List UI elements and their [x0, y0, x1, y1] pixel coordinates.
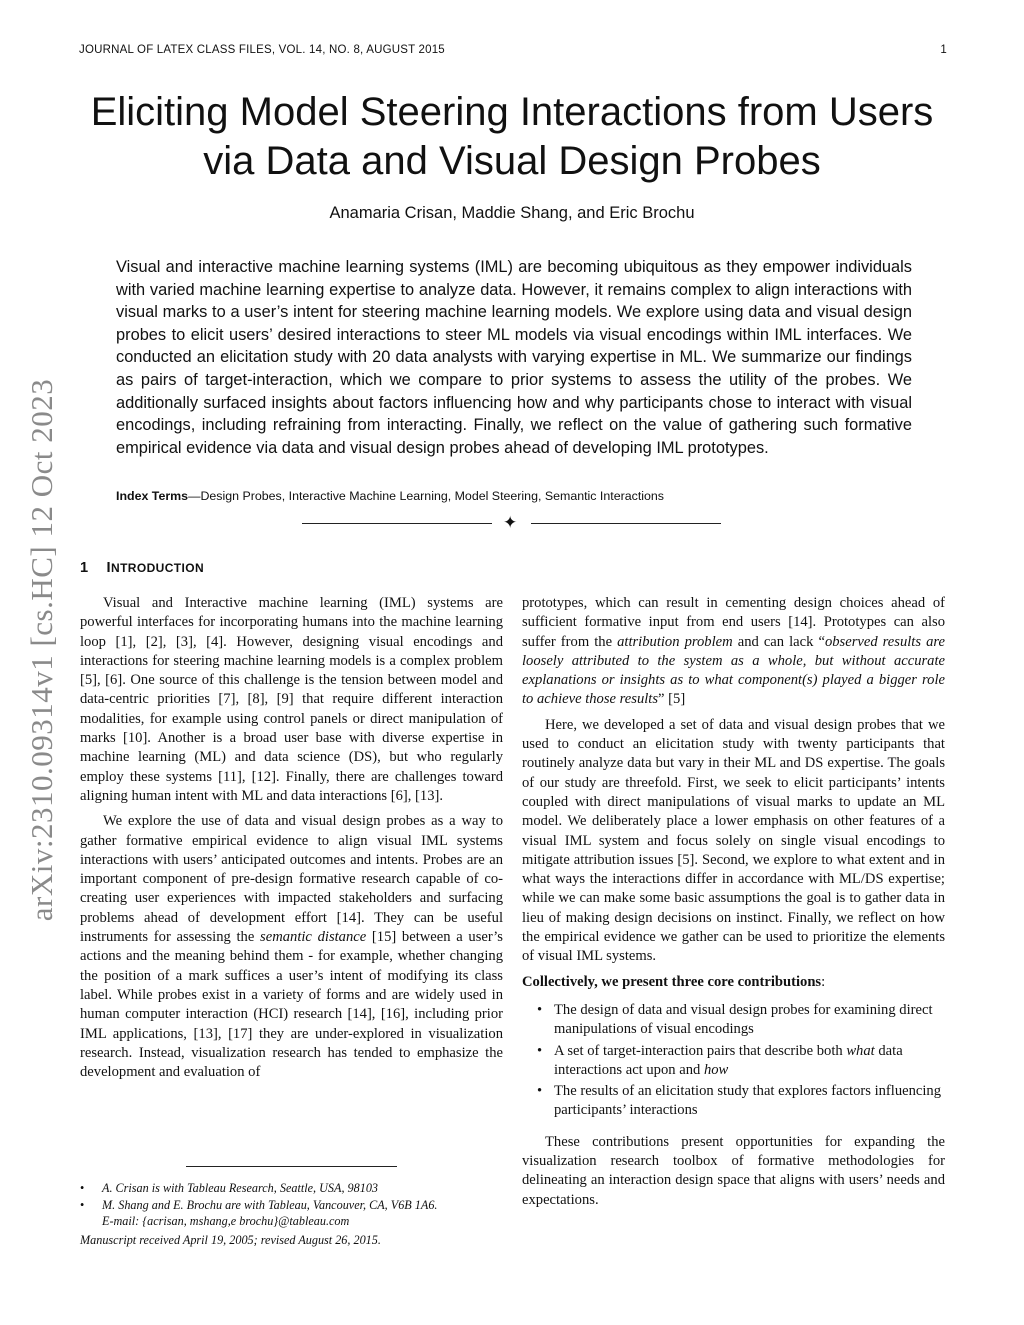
separator-rule-right	[531, 523, 721, 524]
semantic-distance-term: semantic distance	[260, 929, 367, 946]
intro-paragraph-1: Visual and Interactive machine learning (IML) systems are powerful interfaces for incorporating humans into the machine learning loop [1], [2], [3], [4]. However, designing visual encodings and interactions for steering machine learning models is a complex problem [5], [6]. One source of this challenge is the tension between model and data-centric priorities [7], [8], [9] that require different interaction modalities, for example using control panels or direct manipulation of marks [10]. Another is a broad user base with diverse expertise in machine learning (ML) and data science (DS), but who regularly employ these systems [11], [12]. Finally, there are challenges toward aligning human intent with ML and data interactions [6], [13].	[80, 595, 503, 804]
contribution-item: • The design of data and visual design probes for examining direct manipulations of visual encodings	[554, 1001, 945, 1040]
running-header	[79, 44, 947, 62]
journal-name: JOURNAL OF LATEX CLASS FILES, VOL. 14, NO. 8, AUGUST 2015	[79, 44, 445, 56]
author-list: Anamaria Crisan, Maddie Shang, and Eric Brochu	[329, 204, 695, 222]
contribution-item: • A set of target-interaction pairs that describe both what data interactions act upon and how	[554, 1042, 945, 1081]
footnote-email: E-mail: {acrisan, mshang,e brochu}@tableau.com	[102, 1214, 350, 1229]
page-number: 1	[940, 44, 947, 56]
contribution-item: • The results of an elicitation study that explores factors influencing participants’ interactions	[554, 1082, 945, 1121]
section-title-rest: NTRODUCTION	[111, 561, 205, 575]
separator-rule-left	[302, 523, 492, 524]
manuscript-note: Manuscript received April 19, 2005; revised August 26, 2015.	[80, 1233, 381, 1247]
left-column	[80, 594, 503, 1082]
section-title-initial: I	[106, 560, 111, 576]
intro-paragraph-3: prototypes, which can result in cementing design choices ahead of sufficient formative input from end users [14]. Prototypes can also suffer from the attribution problem and can lack “observed results are loosely attributed to the system as a whole, but without accurate explanations or insights as to what component(s) played a bigger role to achieve those results” [5]	[522, 595, 945, 708]
intro-paragraph-4: Here, we developed a set of data and visual design probes that we used to conduct an elicitation study with twenty participants that routinely analyze data but vary in their ML and DS expertise. The goals of our study are threefold. First, we seek to elicit participants’ intents coupled with direct manipulations of visual marks to update an ML model. We deliberately place a lower emphasis on other features of a visual IML system and focus solely on single visual encodings to mitigate attribution issues [5]. Second, we explore to what extent and in what ways the interactions differ in accordance with ML/DS expertise; while we can make some basic assumptions the goal is to gather data in lieu of making design decisions on instinct. Finally, we reflect on how the empirical evidence we gather can be used to prioritize the elements of visual IML systems.	[522, 716, 945, 965]
section-heading	[80, 560, 204, 576]
section-number: 1	[80, 560, 89, 576]
index-terms-label: Index Terms	[116, 489, 189, 503]
contributions-lead: Collectively, we present three core contributions:	[522, 973, 826, 990]
diamond-ornament-icon: ✦	[503, 513, 518, 532]
paper-title: Eliciting Model Steering Interactions from Users via Data and Visual Design Probes	[90, 90, 934, 183]
index-terms-text: —Design Probes, Interactive Machine Learning, Model Steering, Semantic Interactions	[188, 489, 664, 503]
index-terms	[116, 489, 912, 503]
intro-paragraph-2: We explore the use of data and visual design probes as a way to gather formative empirical evidence to align visual IML systems interactions with users’ anticipated outcomes and intents. Probes are an important component of pre-design formative research capable of co-creating user experiences with impacted stakeholders and surfacing problems ahead of development effort [14]. They can be useful instruments for assessing the semantic distance [15] between a user’s actions and the meaning behind them - for example, whether changing the position of a mark suffices a user’s intent of modifying its class label. While probes exist in a variety of forms and are widely used in human computer interaction (HCI) research [14], [16], including prior IML applications, [13], [17] they are under-explored in visualization research. Instead, visualization research has tended to emphasize the development and evaluation of	[80, 813, 503, 1081]
intro-paragraph-5: These contributions present opportunities for expanding the visualization research toolbox of formative methodologies for delineating an interaction design space that aligns with users’ needs and expectations.	[522, 1133, 945, 1208]
footnote-rule	[186, 1166, 397, 1167]
footnotes	[80, 1180, 503, 1230]
arxiv-identifier: arXiv:2310.09314v1 [cs.HC] 12 Oct 2023	[24, 378, 59, 922]
footnote-affiliation-1: • A. Crisan is with Tableau Research, Seattle, USA, 98103	[80, 1180, 503, 1197]
right-column	[522, 594, 945, 1210]
attribution-problem-term: attribution problem	[617, 633, 733, 650]
attribution-quote: observed results are loosely attributed to the system as a whole, but without accurate explanations or insights as to what component(s) played a bigger role to achieve those results	[522, 633, 945, 708]
footnote-affiliation-2: • M. Shang and E. Brochu are with Tableau, Vancouver, CA, V6B 1A6.	[80, 1197, 503, 1214]
contributions-list	[522, 1001, 945, 1121]
abstract: Visual and interactive machine learning systems (IML) are becoming ubiquitous as they empower individuals with varied machine learning expertise to analyze data. However, it remains complex to align interactions with visual marks to a user’s intent for steering machine learning models. We explore using data and visual design probes to elicit users’ desired interactions to steer ML models via visual encodings within IML interfaces. We conducted an elicitation study with 20 data analysts with varying expertise in ML. We summarize our findings as pairs of target-interaction, which we compare to prior systems to assess the utility of the probes. We additionally surfaced insights about factors influencing how and why participants chose to interact with visual encodings, including refraining from interacting. Finally, we reflect on the value of gathering such formative empirical evidence via data and visual design probes ahead of developing IML prototypes.	[116, 258, 912, 457]
